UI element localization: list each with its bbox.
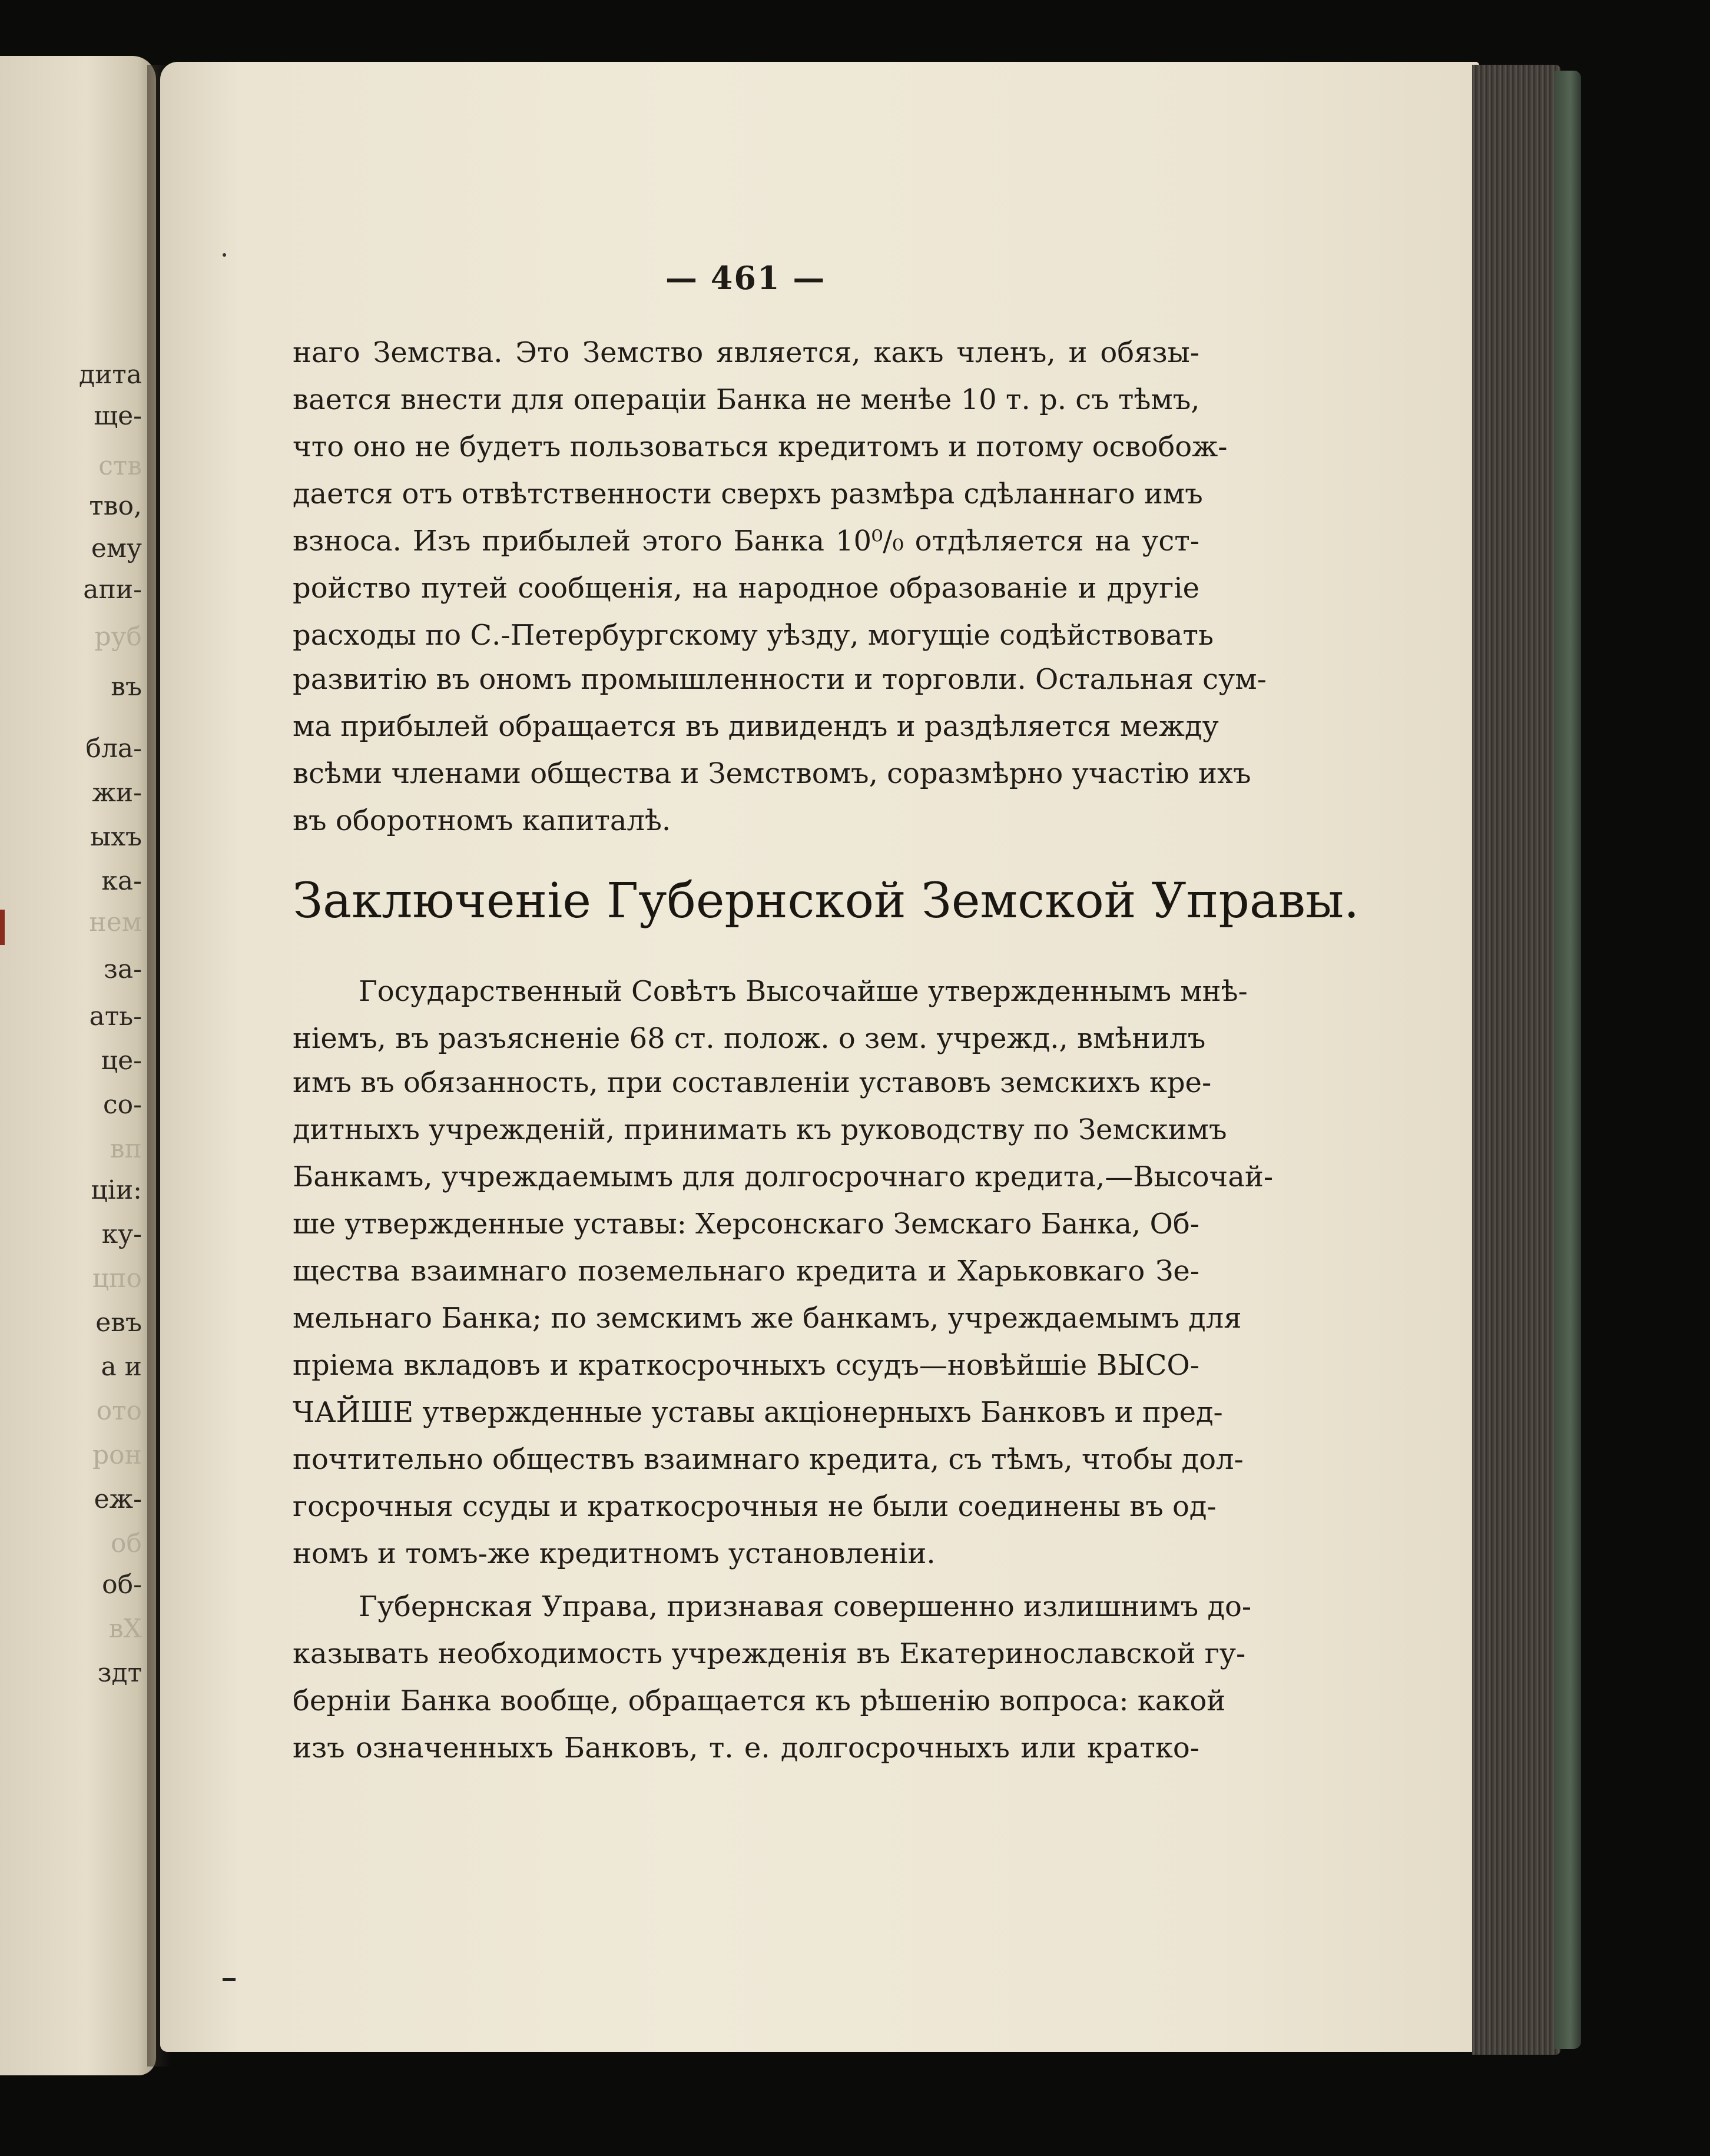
paragraph2-line: дитныхъ учрежденій, принимать къ руководству по Земскимъ: [293, 1113, 1227, 1146]
paragraph1-line: что оно не будетъ пользоваться кредитомъ и потому освобож-: [293, 430, 1228, 463]
previous-page-fragment: здт: [97, 1658, 142, 1688]
previous-page-fragment: ка-: [101, 866, 142, 896]
previous-page-fragment: ку-: [101, 1219, 142, 1249]
paragraph3-line: берніи Банка вообще, обращается къ рѣшенію вопроса: какой: [293, 1684, 1226, 1717]
paragraph1-line: всѣми членами общества и Земствомъ, соразмѣрно участію ихъ: [293, 757, 1251, 790]
previous-page-fragment: ото: [96, 1396, 142, 1426]
previous-page-fragment: еж-: [94, 1484, 142, 1514]
previous-page-fragment: вп: [110, 1134, 142, 1164]
previous-page: [0, 56, 156, 2075]
previous-page-fragment: цпо: [92, 1263, 142, 1293]
previous-page-fragment: жи-: [92, 778, 142, 808]
paragraph2-line: почтительно обществъ взаимнаго кредита, съ тѣмъ, чтобы дол-: [293, 1443, 1244, 1476]
paragraph3-line: изъ означенныхъ Банковъ, т. е. долгосрочныхъ или кратко-: [293, 1732, 1199, 1764]
previous-page-fragment: вХ: [108, 1614, 142, 1644]
book-cover-edge: [1555, 71, 1581, 2049]
paragraph3-line: Губернская Управа, признавая совершенно излишнимъ до-: [359, 1590, 1252, 1623]
previous-page-fragment: об-: [102, 1570, 142, 1600]
paragraph2-line: номъ и томъ-же кредитномъ установленіи.: [293, 1537, 936, 1570]
section-heading: Заключеніе Губернской Земской Управы.: [293, 873, 1360, 929]
previous-page-fragment: нем: [89, 907, 142, 937]
paragraph1-line: дается отъ отвѣтственности сверхъ размѣра сдѣланнаго имъ: [293, 477, 1203, 510]
page-edge-mark: [0, 910, 5, 945]
paragraph2-line: мельнаго Банка; по земскимъ же банкамъ, учреждаемымъ для: [293, 1302, 1242, 1335]
previous-page-fragment: дита: [79, 360, 142, 390]
page-number: — 461 —: [665, 259, 826, 297]
previous-page-fragment: въ: [111, 672, 142, 702]
paragraph1-line: расходы по С.-Петербургскому уѣзду, могущіе содѣйствовать: [293, 619, 1214, 652]
paragraph2-line: пріема вкладовъ и краткосрочныхъ ссудъ—новѣйшіе ВЫСО-: [293, 1349, 1199, 1382]
paragraph2-line: ніемъ, въ разъясненіе 68 ст. полож. о зем. учрежд., вмѣнилъ: [293, 1022, 1206, 1055]
previous-page-fragment: ему: [91, 533, 142, 563]
previous-page-fragment: це-: [101, 1046, 142, 1076]
previous-page-fragment: а и: [101, 1352, 142, 1382]
previous-page-fragment: ств: [98, 451, 142, 481]
ink-speck: [223, 253, 226, 257]
paragraph3-line: казывать необходимость учрежденія въ Екатеринославской гу-: [293, 1637, 1246, 1670]
previous-page-fragment: об: [111, 1528, 142, 1558]
paragraph1-line: вается внести для операціи Банка не менѣе 10 т. р. съ тѣмъ,: [293, 383, 1200, 416]
previous-page-fragment: ще-: [94, 401, 142, 431]
paragraph1-line: наго Земства. Это Земство является, какъ членъ, и обязы-: [293, 336, 1199, 369]
previous-page-fragment: ать-: [89, 1001, 142, 1031]
paragraph2-line: щества взаимнаго поземельнаго кредита и Харьковкаго Зе-: [293, 1255, 1199, 1288]
previous-page-fragment: со-: [103, 1090, 142, 1120]
previous-page-fragment: рон: [92, 1440, 142, 1470]
paragraph2-line: госрочныя ссуды и краткосрочныя не были соединены въ од-: [293, 1490, 1217, 1523]
book-block-edge: [1472, 65, 1560, 2055]
paragraph2-line: Государственный Совѣтъ Высочайше утвержденнымъ мнѣ-: [359, 975, 1248, 1008]
paragraph2-line: Банкамъ, учреждаемымъ для долгосрочнаго кредита,—Высочай-: [293, 1160, 1274, 1193]
paragraph1-line: въ оборотномъ капиталѣ.: [293, 804, 671, 837]
previous-page-fragment: руб: [94, 622, 142, 652]
ink-dash: [223, 1978, 236, 1981]
paragraph2-line: ЧАЙШЕ утвержденные уставы акціонерныхъ Банковъ и пред-: [293, 1396, 1223, 1429]
previous-page-fragment: за-: [103, 954, 142, 984]
paragraph2-line: имъ въ обязанность, при составленіи уставовъ земскихъ кре-: [293, 1066, 1212, 1099]
previous-page-fragment: ыхъ: [90, 822, 142, 852]
previous-page-fragment: апи-: [83, 575, 142, 605]
previous-page-fragment: евъ: [95, 1308, 142, 1338]
paragraph1-line: ройство путей сообщенія, на народное образованіе и другіе: [293, 572, 1199, 605]
previous-page-fragment: тво,: [89, 491, 142, 521]
previous-page-fragment: ціи:: [91, 1175, 142, 1205]
paragraph1-line: развитію въ ономъ промышленности и торговли. Остальная сум-: [293, 663, 1267, 696]
paragraph2-line: ше утвержденные уставы: Херсонскаго Земскаго Банка, Об-: [293, 1208, 1199, 1240]
previous-page-fragment: бла-: [85, 734, 142, 764]
paragraph1-line: взноса. Изъ прибылей этого Банка 10⁰/₀ отдѣляется на уст-: [293, 525, 1199, 558]
paragraph1-line: ма прибылей обращается въ дивидендъ и раздѣляется между: [293, 710, 1219, 743]
